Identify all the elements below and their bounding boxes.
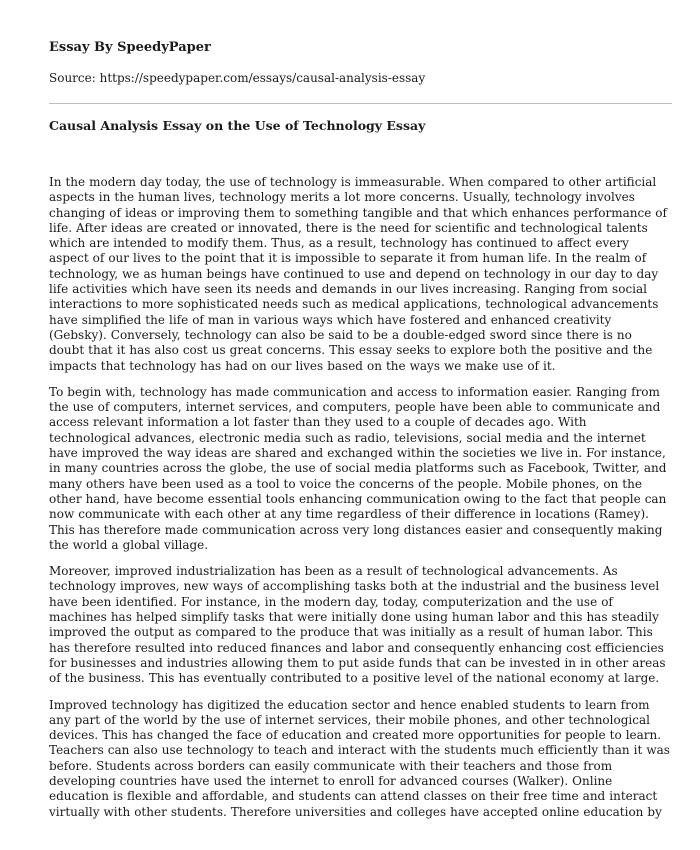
essay-paragraph: In the modern day today, the use of technology is immeasurable. When compared to other artificial aspects in the human lives, technology merits a lot more concerns. Usually, technology involves changing of ideas or improving them to something tangible and that which enhances performance of life. After ideas are created or innovated, there is the need for scientific and technological talents which are intended to modify them. Thus, as a result, technology has continued to affect every aspect of our lives to the point that it is impossible to separate it from human life. In the realm of technology, we as human beings have continued to use and depend on technology in our day to day life activities which have seen its needs and demands in our lives increasing. Ranging from social interactions to more sophisticated needs such as medical applications, technological advancements have simplified the life of man in various ways which have fostered and enhanced creativity (Gebsky). Conversely, technology can also be said to be a double-edged sword since there is no doubt that it has also cost us great concerns. This essay seeks to explore both the positive and the impacts that technology has had on our lives based on the ways we make use of it. bbox=[49, 175, 667, 373]
header-divider bbox=[49, 103, 672, 104]
source-line: Source: https://speedypaper.com/essays/causal-analysis-essay bbox=[49, 71, 426, 85]
document-header-title: Essay By SpeedyPaper bbox=[49, 40, 211, 55]
essay-paragraph: Moreover, improved industrialization has been as a result of technological advancements. As technology improves, new ways of accomplishing tasks both at the industrial and the business level have been identified. For instance, in the modern day, today, computerization and the use of machines has helped simplify tasks that were initially done using human labor and this has steadily improved the output as compared to the produce that was initially as a result of human labor. This has therefore resulted into reduced finances and labor and consequently enhancing cost efficiencies for businesses and industries allowing them to put aside funds that can be invested in in other areas of the business. This has eventually contributed to a positive level of the national economy at large. bbox=[49, 564, 666, 686]
essay-title: Causal Analysis Essay on the Use of Technology Essay bbox=[49, 118, 426, 133]
essay-paragraph: To begin with, technology has made communication and access to information easier. Ranging from the use of computers, internet services, and computers, people have been able to communicate and access relevant information a lot faster than they used to a couple of decades ago. With technological advances, electronic media such as radio, televisions, social media and the internet have improved the way ideas are shared and exchanged within the societies we live in. For instance, in many countries across the globe, the use of social media platforms such as Facebook, Twitter, and many others have been used as a tool to voice the concerns of the people. Mobile phones, on the other hand, have become essential tools enhancing communication owing to the fact that people can now communicate with each other at any time regardless of their difference in locations (Ramey). This has therefore made communication across very long distances easier and consequently making the world a global village. bbox=[49, 384, 667, 552]
essay-paragraph: Improved technology has digitized the education sector and hence enabled students to learn from any part of the world by the use of internet services, their mobile phones, and other technological devices. This has changed the face of education and created more opportunities for people to learn. Teachers can also use technology to teach and interact with the students much efficiently than it was before. Students across borders can easily communicate with their teachers and those from developing countries have used the internet to enroll for advanced courses (Walker). Online education is flexible and affordable, and students can attend classes on their free time and interact virtually with other students. Therefore universities and colleges have accepted online education by bbox=[49, 697, 670, 819]
